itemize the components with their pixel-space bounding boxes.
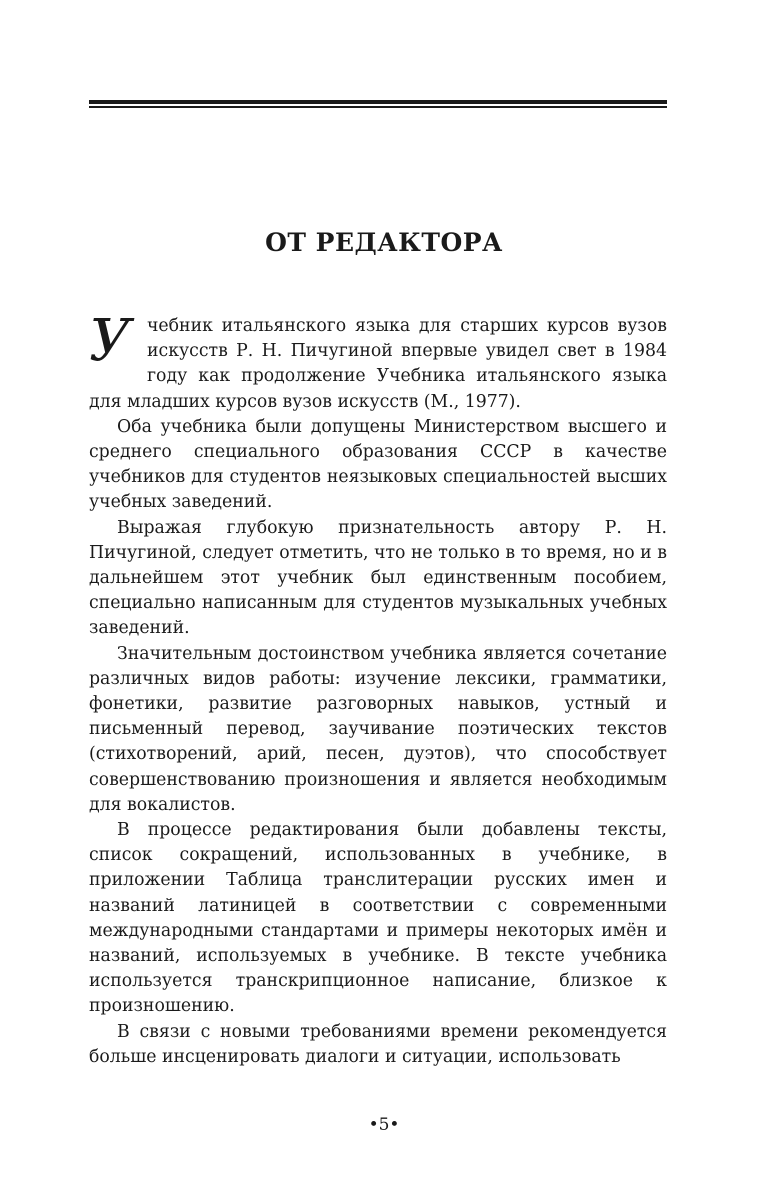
paragraph-1 xyxy=(89,306,667,415)
page-number: •5• xyxy=(368,1115,400,1135)
paragraph-6: В связи с новыми требованиями времени рекомендуется больше инсценировать диалоги и ситуации, использовать xyxy=(89,1021,667,1067)
paragraph-3: Выражая глубокую признательность автору Р. Н. Пичугиной, следует отметить, что не только в то время, но и в дальнейшем этот учебник был единственным пособием, специально написанным для студентов музыкальных учебных заведений. xyxy=(89,517,667,639)
paragraph-4: Значительным достоинством учебника является сочетание различных видов работы: изучение лексики, грамматики, фонетики, развитие разговорных навыков, устный и письменный перевод, заучивание поэтических текстов (стихотворений, арий, песен, дуэтов), что способствует совершенствованию произношения и является необходимым для вокалистов. xyxy=(89,643,667,815)
paragraph-1-text: чебник итальянского языка для старших курсов вузов искусств Р. Н. Пичугиной впервые увидел свет в 1984 году как продолжение Учебника итальянского языка для младших курсов вузов искусств (М., 1977). xyxy=(89,316,667,412)
body-text xyxy=(89,306,667,1070)
drop-cap: У xyxy=(89,306,131,374)
header-rule-thin xyxy=(89,106,667,108)
header-rule-thick xyxy=(89,100,667,104)
paragraph-5: В процессе редактирования были добавлены тексты, список сокращений, использованных в учебнике, в приложении Таблица транслитерации русских имен и названий латиницей в соответствии с современными международными стандартами и примеры некоторых имён и названий, используемых в учебнике. В тексте учебника используется транскрипционное написание, близкое к произношению. xyxy=(89,820,667,1017)
paragraph-2: Оба учебника были допущены Министерством высшего и среднего специального образования СССР в качестве учебников для студентов неязыковых специальностей высших учебных заведений. xyxy=(89,416,667,513)
page-title: ОТ РЕДАКТОРА xyxy=(265,228,503,257)
